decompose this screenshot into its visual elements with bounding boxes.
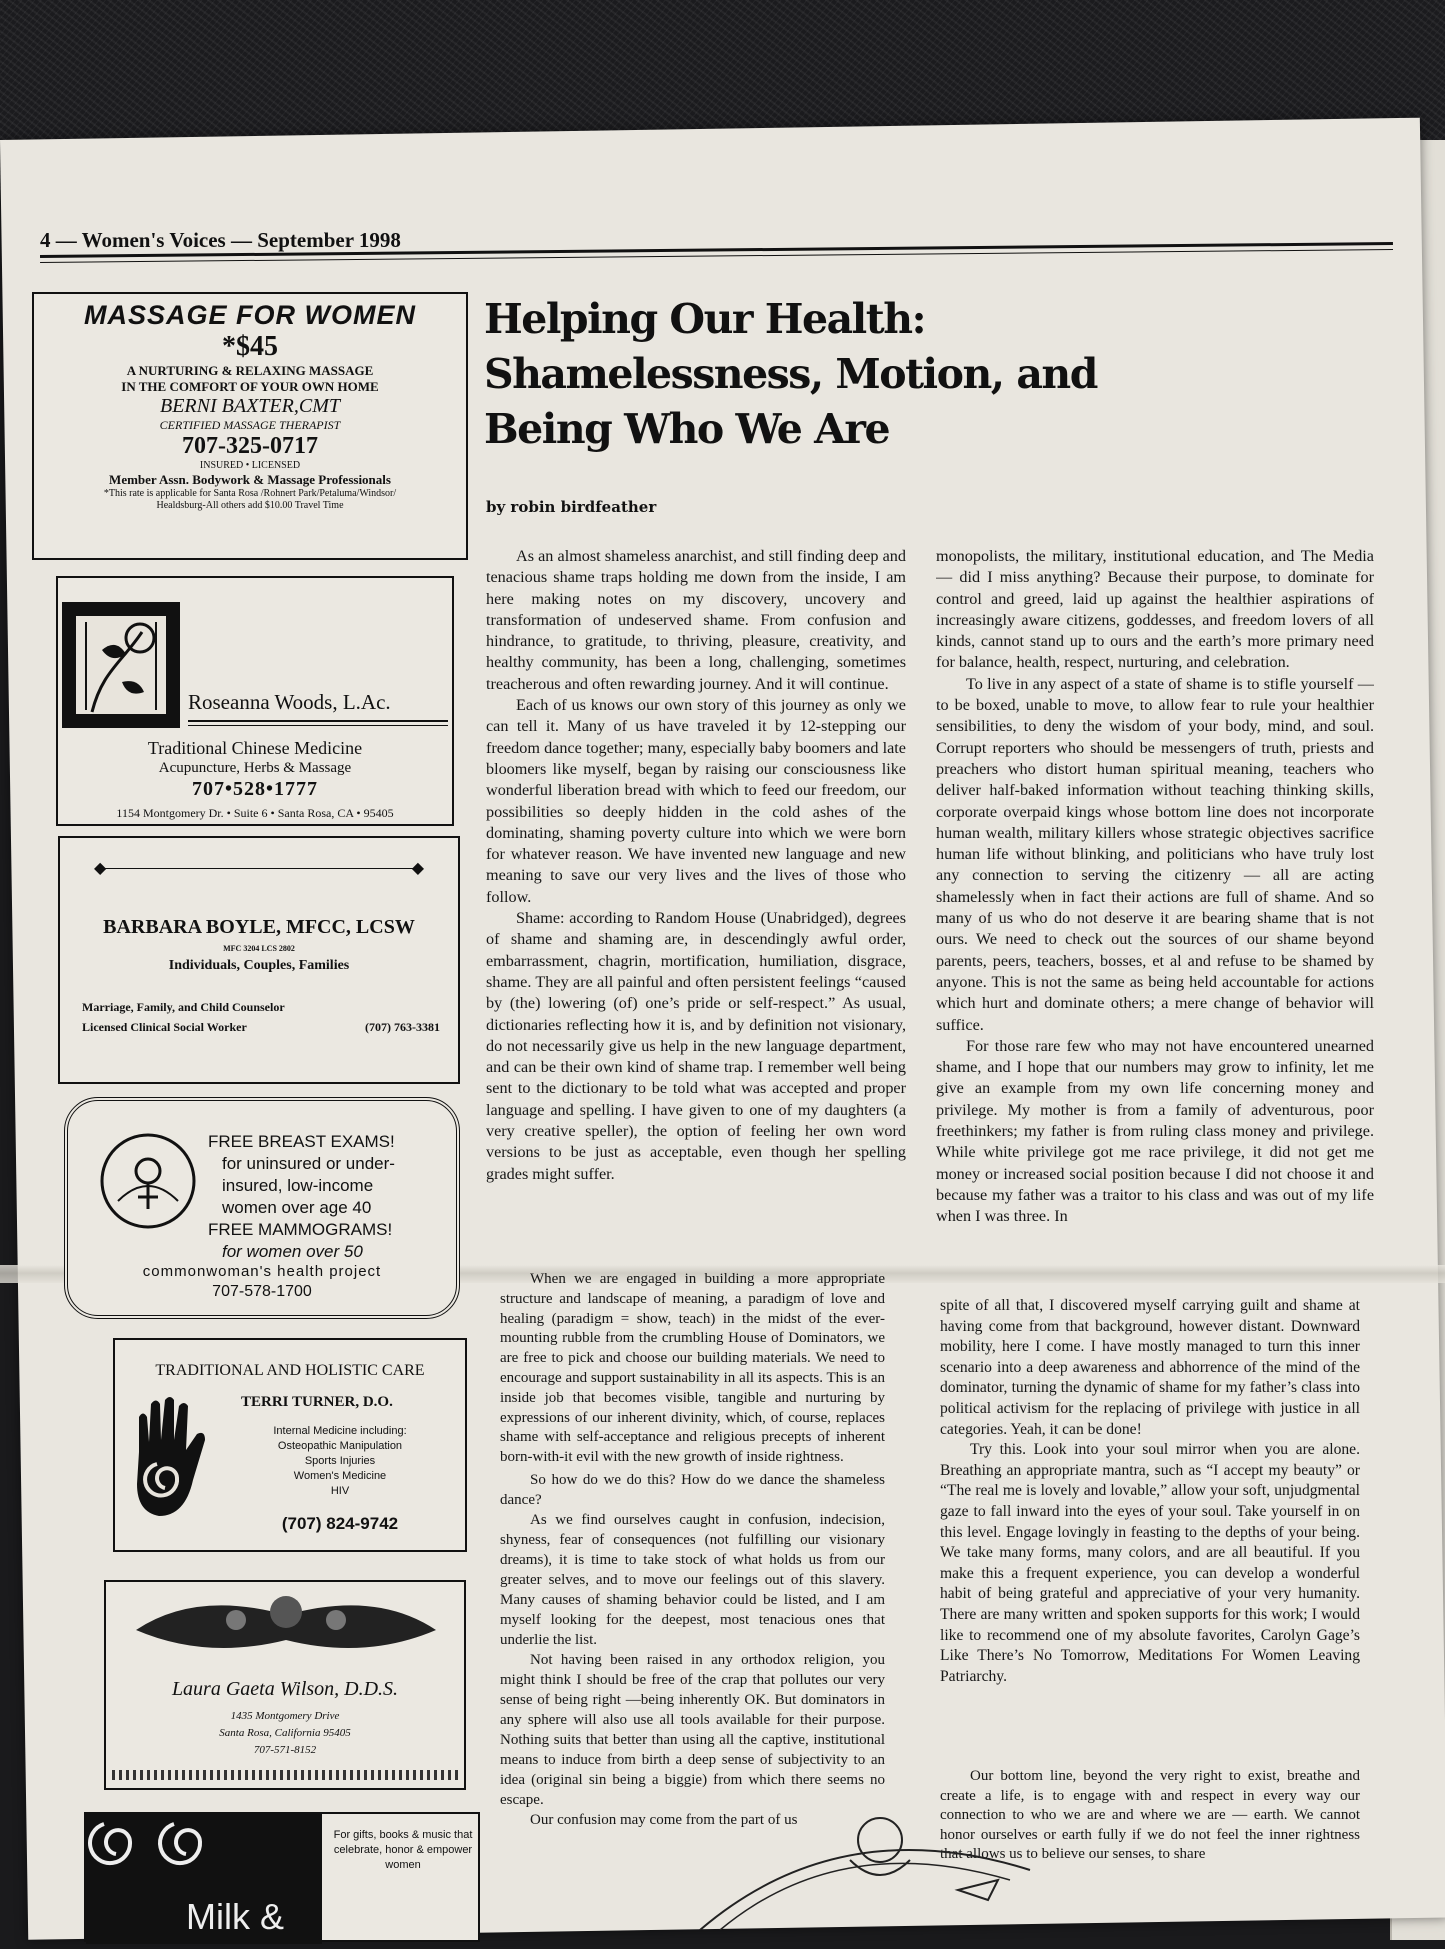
- ad-services: [235, 1424, 445, 1499]
- paragraph: To live in any aspect of a state of shame is to stifle yourself — to be boxed, unable to move, to allow fear to rule your healthier sensibilities, to deny the wisdom of your body, mind, and soul. Corrupt reporters who should be messengers of truth, priests and preachers who distort human spiritual meaning, teachers who deliver half-baked information without teaching thinking skills, corporate overpaid kings whose bottom line does not incorporate human wealth, military killers whose strategic objectives sacrifice human life without blinking, and politicians who have truly lost any connection to serving the citizenry — all are acting shamelessly when in fact their actions are full of shame. And so many of us who do not deserve it are bearing shame that is not ours. We need to check out the sources of our shame beyond parents, peers, teachers, bosses, et al and refuse to be shamed by anyone. This is not the same as being held accountable for actions which hurt and dominate others; a mere change of behavior will suffice.: [936, 674, 1374, 1034]
- ad-terri-turner: [113, 1338, 467, 1552]
- ad-line: FREE BREAST EXAMS!: [208, 1132, 395, 1151]
- paragraph: As we find ourselves caught in confusion, indecision, shyness, fear of consequences (not fulfilling our visionary dreams), it is time to take stock of what holds us from our greater selves, and to move our feelings out of this slavery. Many causes of shaming behavior could be listed, and I am myself looking for the deepest, most tenacious ones that underlie the list.: [500, 1512, 885, 1648]
- ad-address: Santa Rosa, California 95405: [219, 1727, 351, 1739]
- flower-garland-icon: [116, 1590, 456, 1660]
- ad-massage-for-women: [32, 292, 468, 560]
- ad-org: commonwoman's health project: [142, 1263, 382, 1280]
- ad-line: women over age 40: [222, 1198, 372, 1217]
- ad-line: for women over 50: [222, 1242, 363, 1261]
- ad-line: Traditional Chinese Medicine: [147, 738, 363, 758]
- ad-title: MASSAGE FOR WOMEN: [84, 300, 416, 330]
- ad-name: TERRI TURNER, D.O.: [241, 1394, 393, 1410]
- ad-barbara-boyle: [58, 836, 460, 1084]
- ad-phone: (707) 824-9742: [281, 1514, 399, 1533]
- ad-logo-block: [86, 1814, 322, 1944]
- article-headline: [484, 292, 1224, 457]
- ad-divider: [188, 720, 448, 726]
- article-column-2: [936, 546, 1374, 1306]
- paragraph: Shame: according to Random House (Unabridged), degrees of shame and shaming are, in descendingly awful order, embarrassment, chagrin, mortification, humiliation, disgrace, shame. They are all painful and often persistent feelings “caused by (the) lowering (of) one’s pride or self-respect.” As usual, dictionaries reflecting how it is, and by definition not visionary, do not necessarily give us help in the new language department, and can be their own kind of shame trap. I remember well being sent to the dictionary to be told what was accepted and proper language and spelling. I have given to one of my daughters (a very creative speller), the option of feeling her own word versions to be just as acceptable, even though her spelling grades might suffer.: [486, 909, 906, 1183]
- ad-line: for uninsured or under-: [222, 1154, 395, 1173]
- ad-member: Member Assn. Bodywork & Massage Professionals: [109, 472, 391, 487]
- ad-line: Acupuncture, Herbs & Massage: [158, 760, 352, 776]
- ad-price: *$45: [222, 331, 278, 362]
- ad-line: A NURTURING & RELAXING MASSAGE: [126, 363, 374, 378]
- ad-line: Marriage, Family, and Child Counselor: [82, 1000, 285, 1014]
- paragraph: Our confusion may come from the part of us: [530, 1812, 798, 1828]
- paragraph: Our bottom line, beyond the very right to exist, breathe and create a life, is to engage with and respect in every way our connection to who we are and where we are — earth. We cannot honor ourselves or earth fully if we do not feel the inner rightness that allows us to believe our senses, to share: [940, 1768, 1360, 1862]
- paragraph: Each of us knows our own story of this journey as only we can tell it. Many of us have traveled it by 12-stepping our freedom dance together; many, especially baby boomers and late bloomers like myself, began by raising our consciousness like wonderful liberation bread with which to feed our freedom, our possibilities so deeply hidden in the cold ashes of the dominating, shaming poverty culture into which we were born for whatever reason. We have invented new language and new meaning to save our very lives and the lives of those who follow.: [486, 696, 906, 906]
- ad-name: Laura Gaeta Wilson, D.D.S.: [171, 1678, 399, 1700]
- ad-name: Roseanna Woods, L.Ac.: [188, 690, 391, 714]
- ad-cert: CERTIFIED MASSAGE THERAPIST: [159, 418, 341, 432]
- paragraph: spite of all that, I discovered myself carrying guilt and shame at having come from that background, however distant. Downward mobility, here I come. I have mostly managed to turn this inner scenario into a deep awareness and abhorrence of the mind of the dominator, turning the dynamic of shame for my father’s class into political activism for the replacing of privilege with justice in all categories. Yeah, it can be done!: [940, 1297, 1360, 1438]
- venus-symbol-icon: [98, 1131, 198, 1231]
- flower-logo-icon: [62, 602, 180, 728]
- ad-divider: [96, 868, 422, 869]
- ad-note: *This rate is applicable for Santa Rosa /Rohnert Park/Petaluma/Windsor/: [103, 488, 397, 499]
- ad-line: FREE MAMMOGRAMS!: [208, 1220, 393, 1239]
- ad-clients: Individuals, Couples, Families: [168, 958, 350, 973]
- ad-text: For gifts, books & music that celebrate, honor & empower women: [333, 1829, 473, 1871]
- diamond-ornament-icon: ◆: [94, 860, 107, 877]
- ad-line: Women's Medicine: [293, 1470, 387, 1482]
- ad-line: HIV: [330, 1485, 350, 1497]
- ad-phone: 707-325-0717: [182, 433, 318, 459]
- ad-roseanna-woods: [56, 576, 454, 826]
- ad-line: Sports Injuries: [304, 1455, 376, 1467]
- ad-name: BERNI BAXTER,CMT: [160, 395, 340, 417]
- ad-note: Healdsburg-All others add $10.00 Travel Time: [156, 500, 344, 511]
- ad-line: IN THE COMFORT OF YOUR OWN HOME: [121, 379, 379, 394]
- paragraph: monopolists, the military, institutional education, and The Media — did I miss anything? Because their purpose, to dominate for control and greed, laid up against the healthier aspirations of increasingly aware citizens, goddesses, and freedom lovers of all kinds, cannot stand up to ours and the earth’s more primary need for balance, health, respect, nurturing, and celebration.: [936, 547, 1374, 672]
- ad-title: TRADITIONAL AND HOLISTIC CARE: [155, 1362, 425, 1379]
- paragraph: As an almost shameless anarchist, and still finding deep and tenacious shame traps holding me down from the inside, I am here making notes on my discovery, uncovery and transformation of undeserved shame. From confusion and hindrance, to gratitude, to thriving, pleasure, creativity, and healthy community, has been a long, challenging, sometimes treacherous and often rewarding journey. And it will continue.: [486, 547, 906, 693]
- ad-line: insured, low-income: [222, 1176, 374, 1195]
- article-byline: by robin birdfeather: [486, 498, 657, 516]
- hand-spiral-icon: [129, 1392, 215, 1524]
- paragraph: For those rare few who may not have encountered unearned shame, and I hope that our numbers may grow to infinity, let me give an example from my own life concerning money and privilege. My mother is from a family of adventurous, poor freethinkers; my father is from ruling class money and privilege. While white privilege got me race privilege, it did not get me money or increased social position because I did not choose it and because my father was a traitor to his class and was out of my life when I was three. In: [936, 1036, 1374, 1226]
- ad-border-decoration: [112, 1770, 458, 1780]
- paragraph: Not having been raised in any orthodox religion, you might think I should be free of the crap that pollutes our very sense of being right —being inherently OK. But dominators in any sphere will also use all tools available for their purpose. Nothing suits that better than using all the captive, institutional means to induce from birth a deep sense of subjectivity to an idea (original sin being a biggie) from which there seems no escape.: [500, 1652, 885, 1808]
- ad-text: [208, 1131, 395, 1263]
- paragraph: So how do we do this? How do we dance the shameless dance?: [500, 1472, 885, 1508]
- ad-free-breast-exams: [64, 1097, 460, 1319]
- ad-line: Licensed Clinical Social Worker: [82, 1020, 247, 1034]
- ad-line: Osteopathic Manipulation: [277, 1440, 403, 1452]
- ad-phone: 707-571-8152: [253, 1744, 317, 1756]
- ad-phone: 707•528•1777: [191, 778, 318, 800]
- article-column-2-continued: [940, 1296, 1360, 1766]
- headline-line: Being Who We Are: [484, 405, 890, 453]
- ad-phone: (707) 763-3381: [365, 1020, 440, 1034]
- ad-phone: 707-578-1700: [212, 1283, 312, 1300]
- headline-line: Shamelessness, Motion, and: [484, 350, 1097, 398]
- ad-logo-word: Milk &: [186, 1896, 284, 1937]
- article-column-1: [486, 546, 906, 1276]
- article-column-1-continued: [500, 1270, 885, 1470]
- ad-credentials: MFC 3204 LCS 2802: [223, 944, 295, 953]
- headline-line: Helping Our Health:: [484, 295, 926, 343]
- paragraph: Try this. Look into your soul mirror when you are alone. Breathing an appropriate mantra, such as “I accept my beauty” or “The real me is lovely and lovable,” allow your soft, unjudgmental gaze to fall inward into the eyes of your soul. Take yourself in on this level. Engage lovingly in feasting to the depths of your being. We take many forms, many colors, and are all beautiful. If you make this a frequent experience, you can develop a wonderful habit of being grateful and appreciative of your very humanity. There are many written and spoken supports for this work; I would like to recommend one of my absolute favorites, Carolyn Gage’s Like There’s No Tomorrow, Meditations For Women Leaving Patriarchy.: [940, 1441, 1360, 1685]
- paragraph: When we are engaged in building a more appropriate structure and landscape of meaning, a paradigm of love and healing (paradigm = show, teach) in the midst of the ever-mounting rubble from the crumbling House of Dominators, we are free to pick and choose our building materials. We need to encourage and support sustainability in all its aspects. This is an inside job that becomes visible, tangible and nurturing by expressions of our inherent divinity, which, of course, replaces shame with self-acceptance and religious precepts of inherent born-with-it evil with the new growth of inside rightness.: [500, 1271, 885, 1466]
- ad-address: 1435 Montgomery Drive: [230, 1710, 340, 1722]
- page-masthead: 4 — Women's Voices — September 1998: [40, 228, 401, 252]
- diamond-ornament-icon: ◆: [411, 860, 424, 877]
- ad-line: Internal Medicine including:: [273, 1425, 407, 1437]
- ad-insured: INSURED • LICENSED: [199, 460, 301, 471]
- ad-laura-wilson: [104, 1580, 466, 1790]
- ad-milk-and: [84, 1812, 480, 1942]
- ad-address: 1154 Montgomery Dr. • Suite 6 • Santa Rosa, CA • 95405: [116, 806, 394, 820]
- illustration-figure: [690, 1770, 1090, 1930]
- ad-name: BARBARA BOYLE, MFCC, LCSW: [103, 916, 415, 938]
